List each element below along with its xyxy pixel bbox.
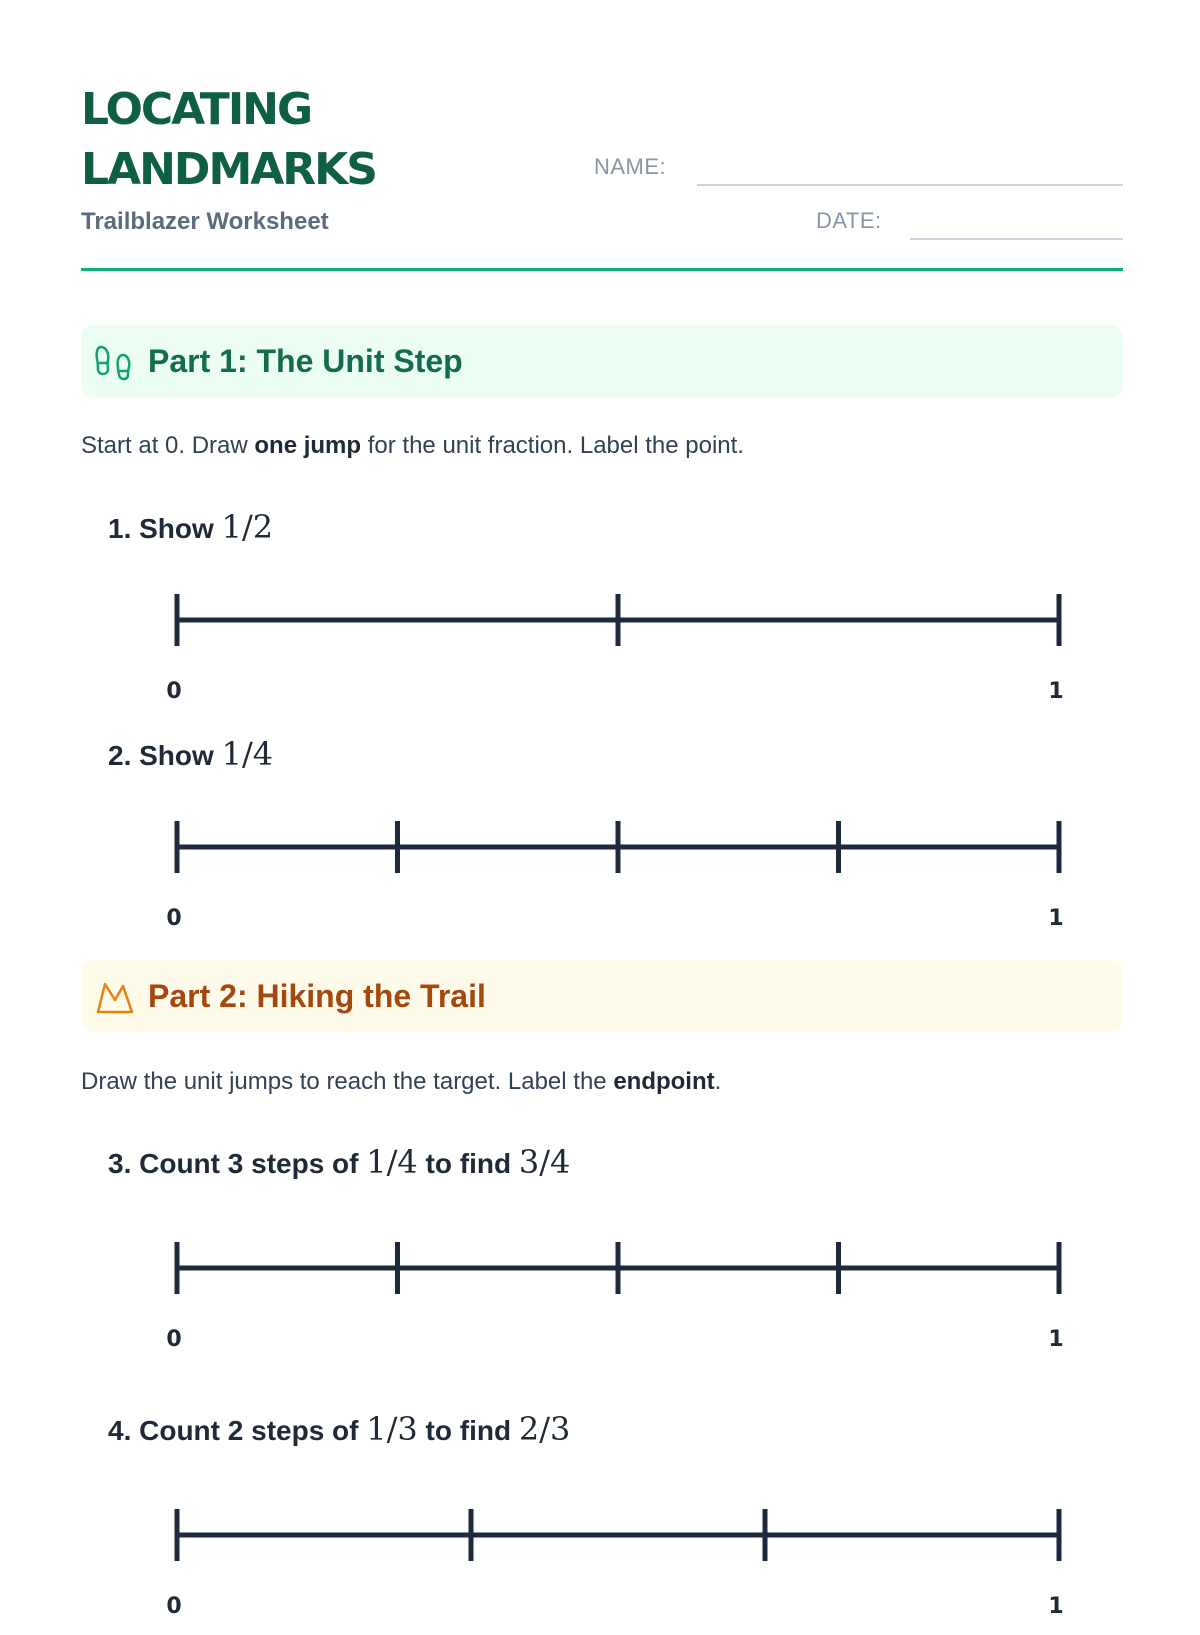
start-label: 0	[166, 679, 182, 704]
number-line-1[interactable]	[0, 590, 1200, 720]
part2-banner	[81, 960, 1123, 1032]
name-field[interactable]	[697, 184, 1123, 186]
fraction: 1/2	[221, 508, 274, 546]
problem-4-prompt: 4. Count 2 steps of 1/3 to find 2/3	[108, 1410, 571, 1448]
part1-instruction: Start at 0. Draw one jump for the unit fraction. Label the point.	[81, 432, 744, 459]
fraction: 1/4	[221, 735, 274, 773]
date-field[interactable]	[910, 238, 1123, 240]
number-line-2[interactable]	[0, 817, 1200, 947]
title-line-1: LOCATING	[81, 84, 312, 135]
problem-1-prompt: 1. Show 1/2	[108, 508, 274, 546]
date-label: DATE:	[816, 208, 882, 233]
problem-2-prompt: 2. Show 1/4	[108, 735, 274, 773]
target-fraction: 2/3	[518, 1410, 571, 1448]
end-label: 1	[1048, 906, 1064, 931]
mountain-icon	[95, 978, 135, 1016]
number-line-4[interactable]	[0, 1505, 1200, 1635]
part2-instruction: Draw the unit jumps to reach the target. Label the endpoint.	[81, 1068, 722, 1095]
start-label: 0	[166, 1327, 182, 1352]
part2-title: Part 2: Hiking the Trail	[148, 978, 486, 1014]
problem-3-prompt: 3. Count 3 steps of 1/4 to find 3/4	[108, 1143, 571, 1181]
start-label: 0	[166, 906, 182, 931]
start-label: 0	[166, 1594, 182, 1619]
footprints-icon	[95, 343, 135, 381]
name-label: NAME:	[594, 154, 667, 179]
unit-fraction: 1/4	[366, 1143, 418, 1181]
part1-title: Part 1: The Unit Step	[148, 343, 463, 379]
unit-fraction: 1/3	[366, 1410, 418, 1448]
title-line-2: LANDMARKS	[81, 144, 376, 195]
end-label: 1	[1048, 1594, 1064, 1619]
header-divider	[81, 268, 1123, 271]
end-label: 1	[1048, 1327, 1064, 1352]
number-line-3[interactable]	[0, 1238, 1200, 1368]
target-fraction: 3/4	[518, 1143, 571, 1181]
subtitle: Trailblazer Worksheet	[81, 208, 329, 235]
end-label: 1	[1048, 679, 1064, 704]
part1-banner	[81, 325, 1123, 397]
